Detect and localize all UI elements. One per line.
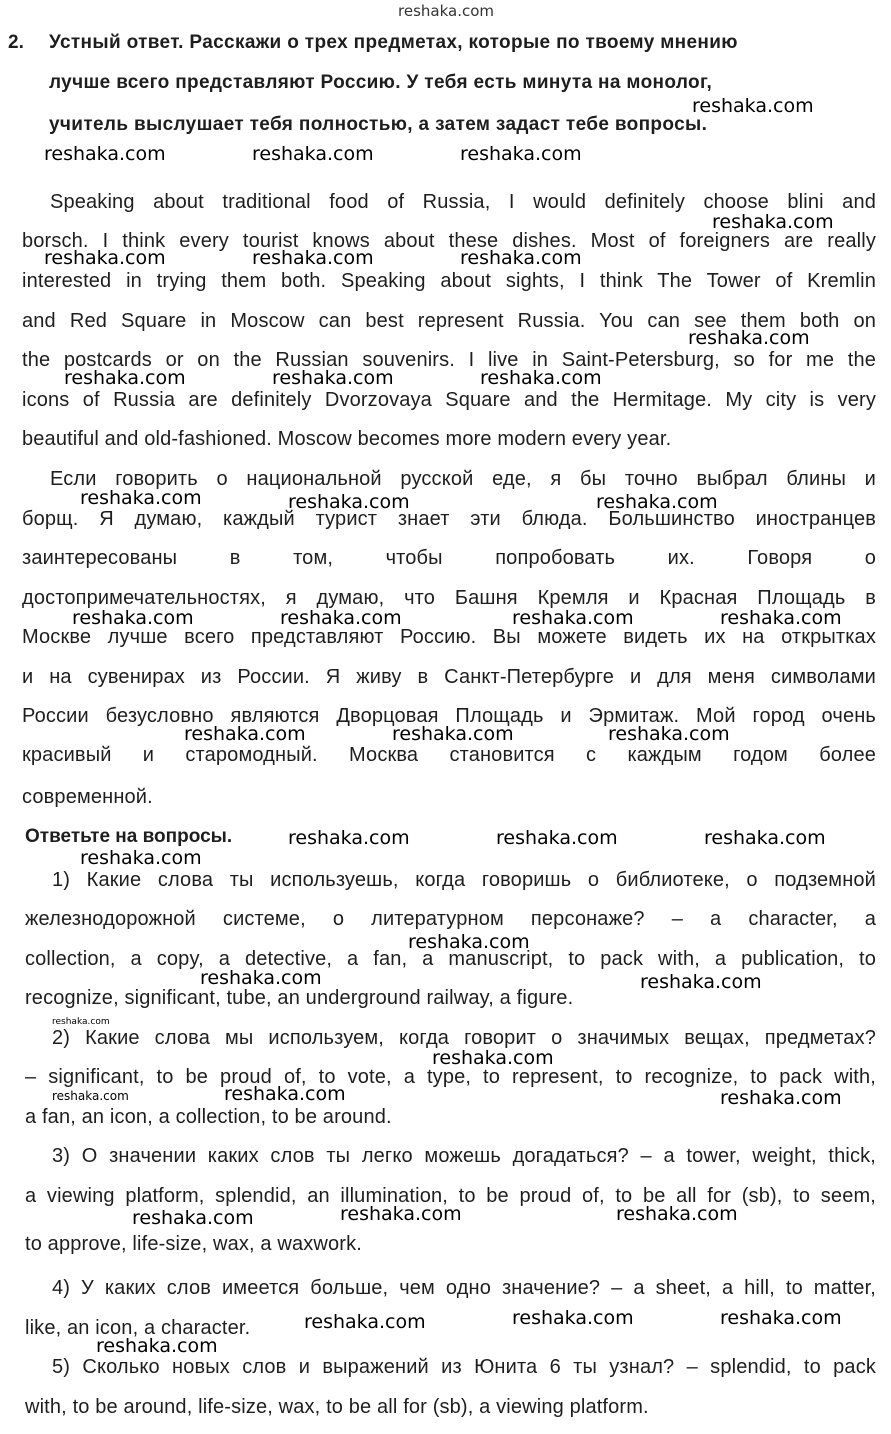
watermark: reshaka.com xyxy=(132,1207,254,1229)
watermark: reshaka.com xyxy=(288,827,410,849)
watermark: reshaka.com xyxy=(480,367,602,389)
watermark: reshaka.com xyxy=(340,1203,462,1225)
watermark: reshaka.com xyxy=(44,143,166,165)
watermark: reshaka.com xyxy=(460,247,582,269)
russian-line: Если говорить о национальной русской еде, я бы точно выбрал блины и xyxy=(50,468,876,490)
watermark: reshaka.com xyxy=(692,95,814,117)
question-1-line: recognize, significant, tube, an underground railway, a figure. xyxy=(25,987,574,1009)
russian-line: и на сувенирах из России. Я живу в Санкт-Петербурге и для меня символами xyxy=(22,666,876,688)
watermark: reshaka.com xyxy=(224,1083,346,1105)
english-line: and Red Square in Moscow can best represent Russia. You can see them both on xyxy=(22,310,876,332)
question-5-line: 5) Сколько новых слов и выражений из Юнита 6 ты узнал? – splendid, to pack xyxy=(52,1356,876,1378)
question-1-line: 1) Какие слова ты используешь, когда говоришь о библиотеке, о подземной xyxy=(52,869,876,891)
watermark: reshaka.com xyxy=(272,367,394,389)
watermark: reshaka.com xyxy=(200,967,322,989)
watermark: reshaka.com xyxy=(304,1311,426,1333)
watermark: reshaka.com xyxy=(720,1087,842,1109)
russian-line: достопримечательностях, я думаю, что Башня Кремля и Красная Площадь в xyxy=(22,587,876,609)
watermark: reshaka.com xyxy=(712,211,834,233)
question-2-line: a fan, an icon, a collection, to be around. xyxy=(25,1106,392,1128)
english-line: beautiful and old-fashioned. Moscow becomes more modern every year. xyxy=(22,428,672,450)
watermark: reshaka.com xyxy=(640,971,762,993)
question-3-line: to approve, life-size, wax, a waxwork. xyxy=(25,1233,362,1255)
task-line: лучше всего представляют Россию. У тебя есть минута на монолог, xyxy=(49,72,713,93)
question-1-line: collection, a copy, a detective, a fan, a manuscript, to pack with, a publication, to xyxy=(25,948,876,970)
question-2-line: 2) Какие слова мы используем, когда говорит о значимых вещах, предметах? xyxy=(52,1027,876,1049)
russian-line: Москве лучше всего представляют Россию. Вы можете видеть их на открытках xyxy=(22,626,876,648)
watermark: reshaka.com xyxy=(720,1307,842,1329)
russian-line: борщ. Я думаю, каждый турист знает эти блюда. Большинство иностранцев xyxy=(22,508,876,530)
question-4-line: like, an icon, a character. xyxy=(25,1317,251,1339)
watermark: reshaka.com xyxy=(72,607,194,629)
watermark: reshaka.com xyxy=(392,723,514,745)
top-watermark: reshaka.com xyxy=(398,2,494,20)
english-line: icons of Russia are definitely Dvorzovaya Square and the Hermitage. My city is very xyxy=(22,389,876,411)
watermark: reshaka.com xyxy=(44,247,166,269)
watermark: reshaka.com xyxy=(512,1307,634,1329)
russian-line: красивый и старомодный. Москва становится с каждым годом более xyxy=(22,744,876,766)
watermark: reshaka.com xyxy=(96,1335,218,1357)
task-line: учитель выслушает тебя полностью, а затем задаст тебе вопросы. xyxy=(49,114,708,135)
russian-line: современной. xyxy=(22,786,153,808)
english-line: borsch. I think every tourist knows about these dishes. Most of foreigners are really xyxy=(22,230,876,252)
russian-line: России безусловно являются Дворцовая Площадь и Эрмитаж. Мой город очень xyxy=(22,705,876,727)
watermark-small: reshaka.com xyxy=(52,1089,129,1103)
task-line: Устный ответ. Расскажи о трех предметах, которые по твоему мнению xyxy=(49,32,738,53)
watermark: reshaka.com xyxy=(408,931,530,953)
question-5-line: with, to be around, life-size, wax, to be all for (sb), a viewing platform. xyxy=(25,1396,649,1418)
watermark-small: reshaka.com xyxy=(52,1017,110,1027)
watermark: reshaka.com xyxy=(496,827,618,849)
watermark: reshaka.com xyxy=(80,487,202,509)
watermark: reshaka.com xyxy=(280,607,402,629)
watermark: reshaka.com xyxy=(704,827,826,849)
english-line: interested in trying them both. Speaking about sights, I think The Tower of Kremlin xyxy=(22,270,876,292)
watermark: reshaka.com xyxy=(80,847,202,869)
watermark: reshaka.com xyxy=(252,143,374,165)
task-number: 2. xyxy=(8,32,24,53)
question-3-line: a viewing platform, splendid, an illumination, to be proud of, to be all for (sb), to seem, xyxy=(25,1185,876,1207)
watermark: reshaka.com xyxy=(288,491,410,513)
question-3-line: 3) О значении каких слов ты легко можешь догадаться? – a tower, weight, thick, xyxy=(52,1145,876,1167)
watermark: reshaka.com xyxy=(720,607,842,629)
english-line: Speaking about traditional food of Russia, I would definitely choose blini and xyxy=(50,191,876,213)
question-4-line: 4) У каких слов имеется больше, чем одно значение? – a sheet, a hill, to matter, xyxy=(52,1277,876,1299)
watermark: reshaka.com xyxy=(64,367,186,389)
english-line: the postcards or on the Russian souvenirs. I live in Saint-Petersburg, so for me the xyxy=(22,349,876,371)
watermark: reshaka.com xyxy=(596,491,718,513)
watermark: reshaka.com xyxy=(184,723,306,745)
questions-heading: Ответьте на вопросы. xyxy=(25,826,233,847)
watermark: reshaka.com xyxy=(460,143,582,165)
watermark: reshaka.com xyxy=(616,1203,738,1225)
russian-line: заинтересованы в том, чтобы попробовать их. Говоря о xyxy=(22,547,876,569)
watermark: reshaka.com xyxy=(252,247,374,269)
watermark: reshaka.com xyxy=(688,327,810,349)
watermark: reshaka.com xyxy=(432,1047,554,1069)
watermark: reshaka.com xyxy=(608,723,730,745)
question-2-line: – significant, to be proud of, to vote, a type, to represent, to recognize, to pack with, xyxy=(25,1066,876,1088)
watermark: reshaka.com xyxy=(512,607,634,629)
question-1-line: железнодорожной системе, о литературном персонаже? – a character, a xyxy=(25,908,876,930)
